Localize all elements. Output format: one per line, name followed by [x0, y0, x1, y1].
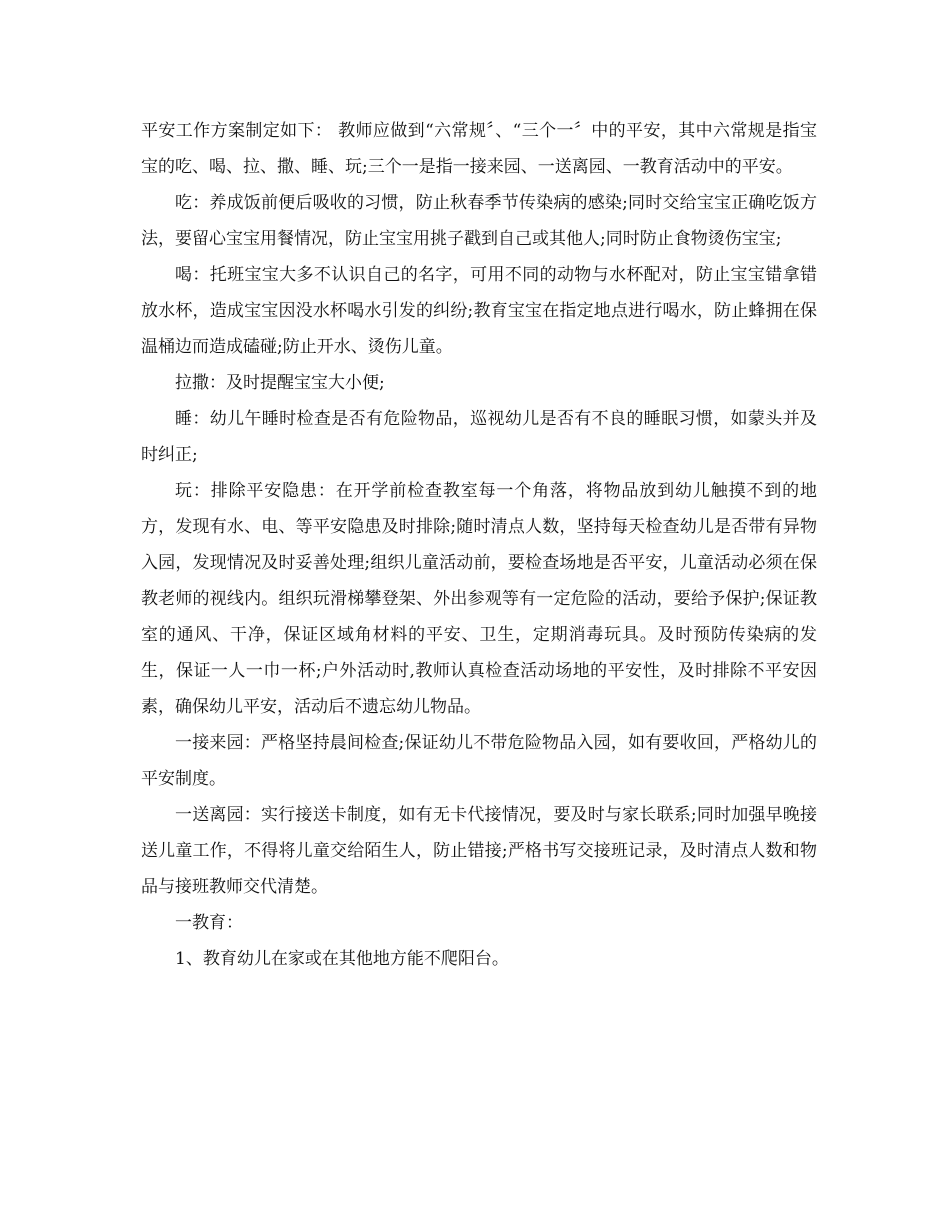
arrival-paragraph: 一接来园：严格坚持晨间检查;保证幼儿不带危险物品入园，如有要收回，严格幼儿的平安制度。	[141, 733, 817, 789]
education-heading: 一教育：	[175, 913, 243, 933]
toilet-paragraph: 拉撒：及时提醒宝宝大小便;	[175, 373, 385, 393]
education-item-1: 1、教育幼儿在家或在其他地方能不爬阳台。	[175, 949, 509, 969]
playing-paragraph: 玩：排除平安隐患：在开学前检查教室每一个角落，将物品放到幼儿触摸不到的地方，发现有水、电、等平安隐患及时排除;随时清点人数，坚持每天检查幼儿是否带有异物入园，发现情况及时妥善处理;组织儿童活动前，要检查场地是否平安，儿童活动必须在保教老师的视线内。组织玩滑梯攀登架、外出参观等有一定危险的活动，要给予保护;保证教室的通风、干净，保证区域角材料的平安、卫生，定期消毒玩具。及时预防传染病的发生，保证一人一巾一杯;户外活动时,教师认真检查活动场地的平安性，及时排除不平安因素，确保幼儿平安，活动后不遗忘幼儿物品。	[141, 481, 817, 717]
intro-paragraph: 平安工作方案制定如下： 教师应做到“六常规〞、“三个一〞中的平安，其中六常规是指宝宝的吃、喝、拉、撒、睡、玩;三个一是指一接来园、一送离园、一教育活动中的平安。	[141, 121, 817, 177]
sleeping-paragraph: 睡：幼儿午睡时检查是否有危险物品，巡视幼儿是否有不良的睡眠习惯，如蒙头并及时纠正;	[141, 409, 817, 465]
departure-paragraph: 一送离园：实行接送卡制度，如有无卡代接情况，要及时与家长联系;同时加强早晚接送儿童工作，不得将儿童交给陌生人，防止错接;严格书写交接班记录，及时清点人数和物品与接班教师交代清楚。	[141, 805, 817, 897]
document-page	[141, 113, 817, 977]
drinking-paragraph: 喝：托班宝宝大多不认识自己的名字，可用不同的动物与水杯配对，防止宝宝错拿错放水杯，造成宝宝因没水杯喝水引发的纠纷;教育宝宝在指定地点进行喝水，防止蜂拥在保温桶边而造成磕碰;防止开水、烫伤儿童。	[141, 265, 817, 357]
eating-paragraph: 吃：养成饭前便后吸收的习惯，防止秋春季节传染病的感染;同时交给宝宝正确吃饭方法，要留心宝宝用餐情况，防止宝宝用挑子戳到自己或其他人;同时防止食物烫伤宝宝;	[141, 193, 817, 249]
